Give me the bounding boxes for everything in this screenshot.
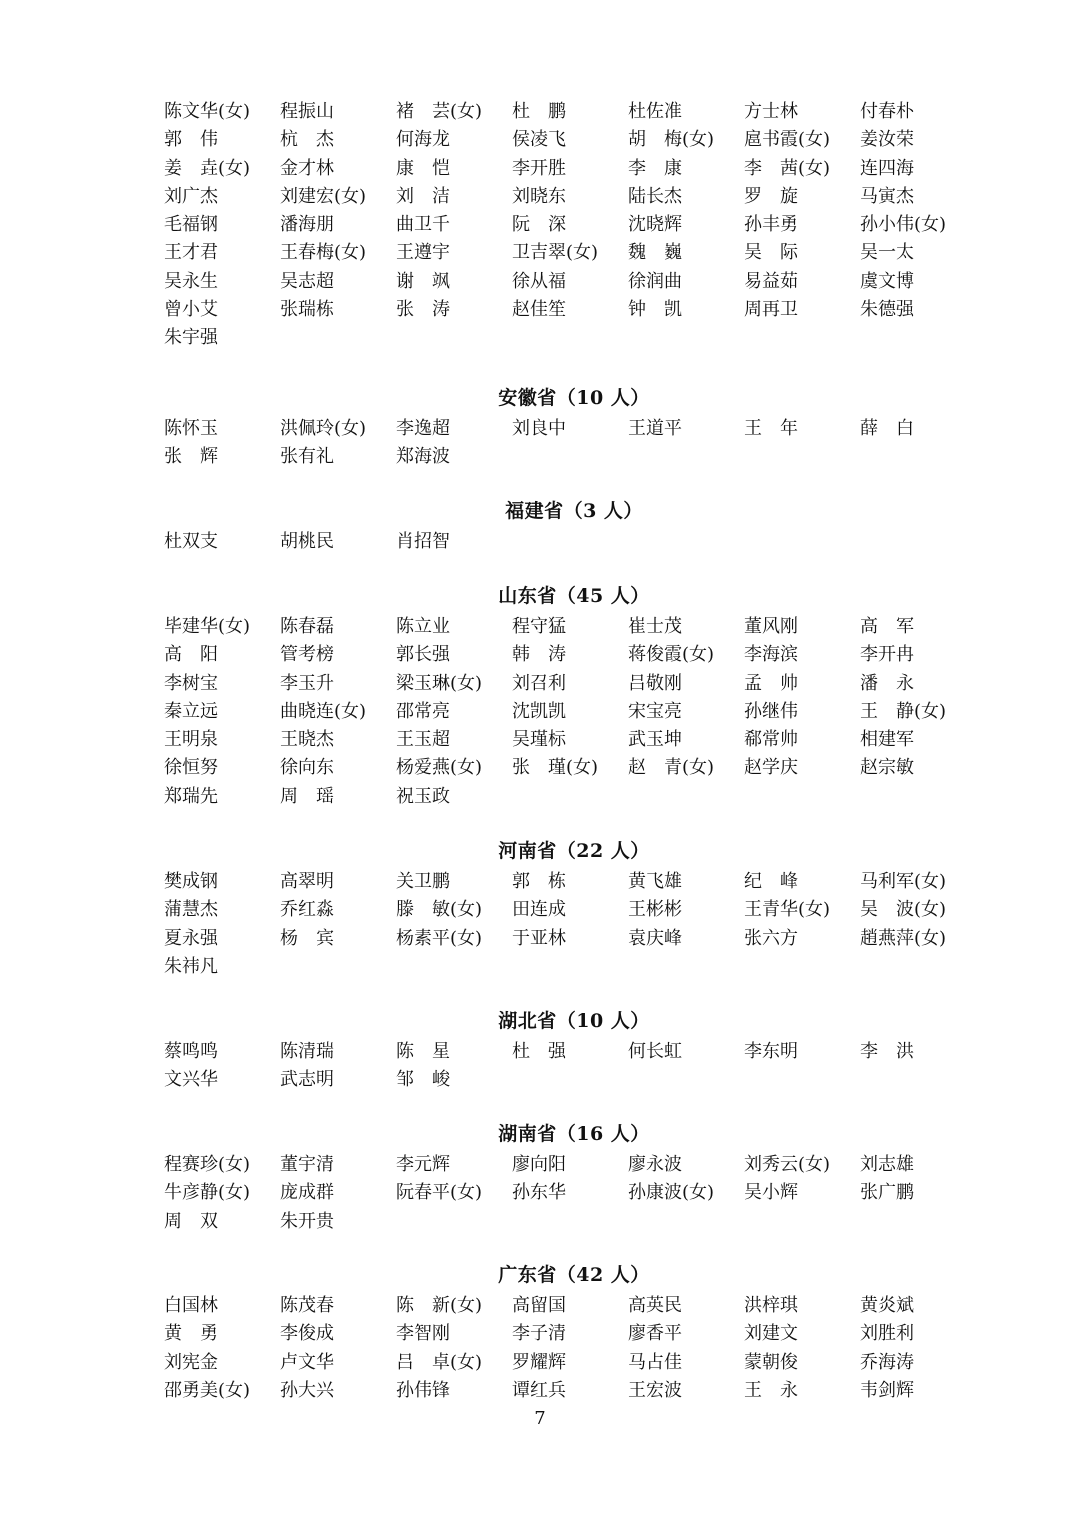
person-name: 王遵宇 [396, 242, 450, 264]
name-row [164, 415, 984, 443]
person-name: 杨素平(女) [396, 927, 483, 949]
person-name: 王彬彬 [628, 899, 682, 921]
person-name: 刘良中 [512, 418, 566, 439]
person-name: 高 军 [860, 616, 914, 637]
person-name: 孙丰勇 [744, 214, 798, 236]
person-name: 廖香平 [628, 1323, 682, 1345]
person-name: 王青华(女) [744, 899, 831, 921]
person-name: 何长虹 [628, 1041, 682, 1062]
section-fujian [164, 494, 984, 556]
person-name: 付春朴 [860, 101, 914, 122]
person-name: 郑瑞先 [164, 785, 218, 807]
person-name: 毛福钢 [164, 214, 218, 236]
name-row [164, 726, 984, 754]
person-name: 乔红淼 [280, 899, 334, 921]
person-name: 刘晓东 [512, 185, 566, 207]
person-name: 朱开贵 [280, 1210, 334, 1232]
name-row [164, 1179, 984, 1207]
person-name: 王 年 [744, 418, 798, 439]
person-name: 李玉升 [280, 672, 334, 694]
person-name: 沈凯凯 [512, 700, 566, 722]
person-name: 相建军 [860, 729, 914, 751]
name-row [164, 1151, 984, 1179]
page-number: 7 [534, 1408, 546, 1429]
name-row [164, 1292, 984, 1320]
person-name: 管考榜 [280, 644, 334, 666]
person-name: 吴永生 [164, 270, 218, 292]
person-name: 祝玉政 [396, 785, 450, 807]
person-name: 白国林 [164, 1295, 218, 1316]
section-heading: 广东省（42 人） [498, 1264, 650, 1286]
name-row [164, 1066, 984, 1094]
person-name: 朱祎凡 [164, 955, 218, 977]
person-name: 赵 青(女) [628, 757, 715, 779]
person-name: 黄 勇 [164, 1323, 218, 1345]
section-henan [164, 834, 984, 981]
name-row [164, 868, 984, 896]
person-name: 高留国 [512, 1295, 566, 1316]
name-row [164, 268, 984, 296]
person-name: 陈文华(女) [164, 101, 251, 122]
person-name: 扈书霞(女) [744, 129, 831, 151]
section-heading: 山东省（45 人） [498, 585, 650, 607]
section-hubei [164, 1004, 984, 1095]
person-name: 陈立业 [396, 616, 450, 637]
person-name: 杜 鹏 [512, 101, 566, 122]
person-name: 廖永波 [628, 1154, 682, 1175]
person-name: 侯凌飞 [512, 129, 566, 151]
person-name: 程守猛 [512, 616, 566, 637]
person-name: 滕 敏(女) [396, 899, 483, 921]
person-name: 张六方 [744, 927, 798, 949]
person-name: 李东明 [744, 1041, 798, 1062]
person-name: 庞成群 [280, 1182, 334, 1204]
person-name: 关卫鹏 [396, 871, 450, 892]
person-name: 文兴华 [164, 1069, 218, 1091]
name-row [164, 896, 984, 924]
person-name: 郑海波 [396, 446, 450, 468]
person-name: 李 茜(女) [744, 157, 831, 179]
person-name: 潘海朋 [280, 214, 334, 236]
person-name: 吴 际 [744, 242, 798, 264]
section-guangdong [164, 1258, 984, 1405]
name-row [164, 783, 984, 811]
person-name: 方士林 [744, 101, 798, 122]
name-row [164, 698, 984, 726]
person-name: 朱宇强 [164, 327, 218, 349]
name-row [164, 641, 984, 669]
name-row [164, 1377, 984, 1405]
person-name: 李海滨 [744, 644, 798, 666]
person-name: 杜 强 [512, 1041, 566, 1062]
person-name: 郗常帅 [744, 729, 798, 751]
person-name: 吴一太 [860, 242, 914, 264]
person-name: 吴小辉 [744, 1182, 798, 1204]
person-name: 周再卫 [744, 299, 798, 321]
person-name: 李 康 [628, 157, 682, 179]
person-name: 周 瑶 [280, 785, 334, 807]
person-name: 徐从福 [512, 270, 566, 292]
person-name: 陈怀玉 [164, 418, 218, 439]
person-name: 刘召利 [512, 672, 566, 694]
person-name: 于亚林 [512, 927, 566, 949]
person-name: 吕 卓(女) [396, 1351, 483, 1373]
person-name: 马利军(女) [860, 871, 947, 892]
person-name: 夏永强 [164, 927, 218, 949]
person-name: 陈茂春 [280, 1295, 334, 1316]
name-row [164, 953, 984, 981]
person-name: 张广鹏 [860, 1182, 914, 1204]
person-name: 邵常亮 [396, 700, 450, 722]
person-name: 李开冉 [860, 644, 914, 666]
section-anhui [164, 381, 984, 472]
person-name: 宋宝亮 [628, 700, 682, 722]
person-name: 王 静(女) [860, 700, 947, 722]
person-name: 钟 凯 [628, 299, 682, 321]
person-name: 崔士茂 [628, 616, 682, 637]
person-name: 王宏波 [628, 1379, 682, 1401]
person-name: 郭 栋 [512, 871, 566, 892]
person-name: 吴 波(女) [860, 899, 947, 921]
person-name: 虞文博 [860, 270, 914, 292]
person-name: 连四海 [860, 157, 914, 179]
name-block-continued [164, 98, 984, 353]
person-name: 高翠明 [280, 871, 334, 892]
person-name: 曲卫千 [396, 214, 450, 236]
name-row [164, 98, 984, 126]
person-name: 廖向阳 [512, 1154, 566, 1175]
person-name: 孙继伟 [744, 700, 798, 722]
name-row [164, 613, 984, 641]
section-heading: 湖南省（16 人） [498, 1123, 650, 1145]
person-name: 蒋俊霞(女) [628, 644, 715, 666]
person-name: 郭 伟 [164, 129, 218, 151]
person-name: 潘 永 [860, 672, 914, 694]
person-name: 马占佳 [628, 1351, 682, 1373]
person-name: 易益茹 [744, 270, 798, 292]
person-name: 陆长杰 [628, 185, 682, 207]
person-name: 蔡鸣鸣 [164, 1041, 218, 1062]
person-name: 孙康波(女) [628, 1182, 715, 1204]
person-name: 乔海涛 [860, 1351, 914, 1373]
person-name: 程赛珍(女) [164, 1154, 251, 1175]
person-name: 蒙朝俊 [744, 1351, 798, 1373]
person-name: 刘建文 [744, 1323, 798, 1345]
person-name: 洪佩玲(女) [280, 418, 367, 439]
person-name: 杜双支 [164, 531, 218, 552]
person-name: 刘 洁 [396, 185, 450, 207]
name-row [164, 925, 984, 953]
person-name: 李开胜 [512, 157, 566, 179]
person-name: 罗 旋 [744, 185, 798, 207]
person-name: 黄飞雄 [628, 871, 682, 892]
person-name: 褚 芸(女) [396, 101, 483, 122]
person-name: 李树宝 [164, 672, 218, 694]
person-name: 董宇清 [280, 1154, 334, 1175]
person-name: 谢 飒 [396, 270, 450, 292]
person-name: 周 双 [164, 1210, 218, 1232]
person-name: 毕建华(女) [164, 616, 251, 637]
section-heading: 福建省（3 人） [505, 500, 643, 522]
person-name: 陈清瑞 [280, 1041, 334, 1062]
person-name: 邵勇美(女) [164, 1379, 251, 1401]
person-name: 王才君 [164, 242, 218, 264]
person-name: 李智刚 [396, 1323, 450, 1345]
person-name: 杜佐准 [628, 101, 682, 122]
person-name: 曲晓连(女) [280, 700, 367, 722]
person-name: 徐润曲 [628, 270, 682, 292]
person-name: 张 瑾(女) [512, 757, 599, 779]
person-name: 卢文华 [280, 1351, 334, 1373]
person-name: 田连成 [512, 899, 566, 921]
person-name: 康 恺 [396, 157, 450, 179]
name-row [164, 754, 984, 782]
person-name: 金才林 [280, 157, 334, 179]
person-name: 洪梓琪 [744, 1295, 798, 1316]
person-name: 徐向东 [280, 757, 334, 779]
section-heading: 安徽省（10 人） [498, 387, 650, 409]
person-name: 孟 帅 [744, 672, 798, 694]
person-name: 姜 垚(女) [164, 157, 251, 179]
person-name: 孙大兴 [280, 1379, 334, 1401]
name-row [164, 324, 984, 352]
person-name: 梁玉琳(女) [396, 672, 483, 694]
person-name: 纪 峰 [744, 871, 798, 892]
person-name: 孙东华 [512, 1182, 566, 1204]
person-name: 韩 涛 [512, 644, 566, 666]
person-name: 陈春磊 [280, 616, 334, 637]
person-name: 胡桃民 [280, 531, 334, 552]
person-name: 孙伟锋 [396, 1379, 450, 1401]
person-name: 肖招智 [396, 531, 450, 552]
person-name: 王道平 [628, 418, 682, 439]
person-name: 刘志雄 [860, 1154, 914, 1175]
person-name: 董风刚 [744, 616, 798, 637]
section-heading: 湖北省（10 人） [498, 1010, 650, 1032]
person-name: 赵宗敏 [860, 757, 914, 779]
name-row [164, 155, 984, 183]
person-name: 高英民 [628, 1295, 682, 1316]
name-row [164, 126, 984, 154]
person-name: 趙燕萍(女) [860, 927, 947, 949]
person-name: 朱德强 [860, 299, 914, 321]
person-name: 陈 星 [396, 1041, 450, 1062]
person-name: 沈晓辉 [628, 214, 682, 236]
person-name: 罗耀辉 [512, 1351, 566, 1373]
person-name: 张 辉 [164, 446, 218, 468]
name-row [164, 1349, 984, 1377]
person-name: 牛彦静(女) [164, 1182, 251, 1204]
person-name: 卫吉翠(女) [512, 242, 599, 264]
person-name: 邹 峻 [396, 1069, 450, 1091]
person-name: 刘广杰 [164, 185, 218, 207]
name-row [164, 183, 984, 211]
person-name: 阮春平(女) [396, 1182, 483, 1204]
name-row [164, 528, 984, 556]
person-name: 袁庆峰 [628, 927, 682, 949]
name-row [164, 211, 984, 239]
name-row [164, 1208, 984, 1236]
person-name: 刘秀云(女) [744, 1154, 831, 1175]
person-name: 徐恒努 [164, 757, 218, 779]
section-heading: 河南省（22 人） [498, 840, 650, 862]
person-name: 阮 深 [512, 214, 566, 236]
person-name: 李俊成 [280, 1323, 334, 1345]
person-name: 张有礼 [280, 446, 334, 468]
name-row [164, 296, 984, 324]
person-name: 姜汝荣 [860, 129, 914, 151]
person-name: 吕敬刚 [628, 672, 682, 694]
person-name: 刘建宏(女) [280, 185, 367, 207]
section-shandong [164, 579, 984, 811]
name-row [164, 239, 984, 267]
person-name: 何海龙 [396, 129, 450, 151]
person-name: 高 阳 [164, 644, 218, 666]
person-name: 刘宪金 [164, 1351, 218, 1373]
person-name: 王明泉 [164, 729, 218, 751]
person-name: 武志明 [280, 1069, 334, 1091]
person-name: 孙小伟(女) [860, 214, 947, 236]
person-name: 曾小艾 [164, 299, 218, 321]
person-name: 吴志超 [280, 270, 334, 292]
person-name: 郭长强 [396, 644, 450, 666]
person-name: 胡 梅(女) [628, 129, 715, 151]
person-name: 吴瑾标 [512, 729, 566, 751]
name-row [164, 443, 984, 471]
person-name: 黄炎斌 [860, 1295, 914, 1316]
person-name: 魏 巍 [628, 242, 682, 264]
person-name: 武玉坤 [628, 729, 682, 751]
name-row [164, 1038, 984, 1066]
person-name: 张 涛 [396, 299, 450, 321]
person-name: 杭 杰 [280, 129, 334, 151]
person-name: 韦剑辉 [860, 1379, 914, 1401]
person-name: 陈 新(女) [396, 1295, 483, 1316]
person-name: 杨 宾 [280, 927, 334, 949]
person-name: 樊成钢 [164, 871, 218, 892]
person-name: 王晓杰 [280, 729, 334, 751]
person-name: 马寅杰 [860, 185, 914, 207]
person-name: 王春梅(女) [280, 242, 367, 264]
person-name: 赵学庆 [744, 757, 798, 779]
person-name: 王玉超 [396, 729, 450, 751]
person-name: 秦立远 [164, 700, 218, 722]
person-name: 杨爱燕(女) [396, 757, 483, 779]
person-name: 赵佳笙 [512, 299, 566, 321]
person-name: 李逸超 [396, 418, 450, 439]
person-name: 李 洪 [860, 1041, 914, 1062]
person-name: 蒲慧杰 [164, 899, 218, 921]
person-name: 谭红兵 [512, 1379, 566, 1401]
person-name: 张瑞栋 [280, 299, 334, 321]
person-name: 李子清 [512, 1323, 566, 1345]
person-name: 程振山 [280, 101, 334, 122]
name-row [164, 1320, 984, 1348]
section-hunan [164, 1117, 984, 1236]
name-row [164, 670, 984, 698]
person-name: 薛 白 [860, 418, 914, 439]
person-name: 刘胜利 [860, 1323, 914, 1345]
person-name: 王 永 [744, 1379, 798, 1401]
person-name: 李元辉 [396, 1154, 450, 1175]
